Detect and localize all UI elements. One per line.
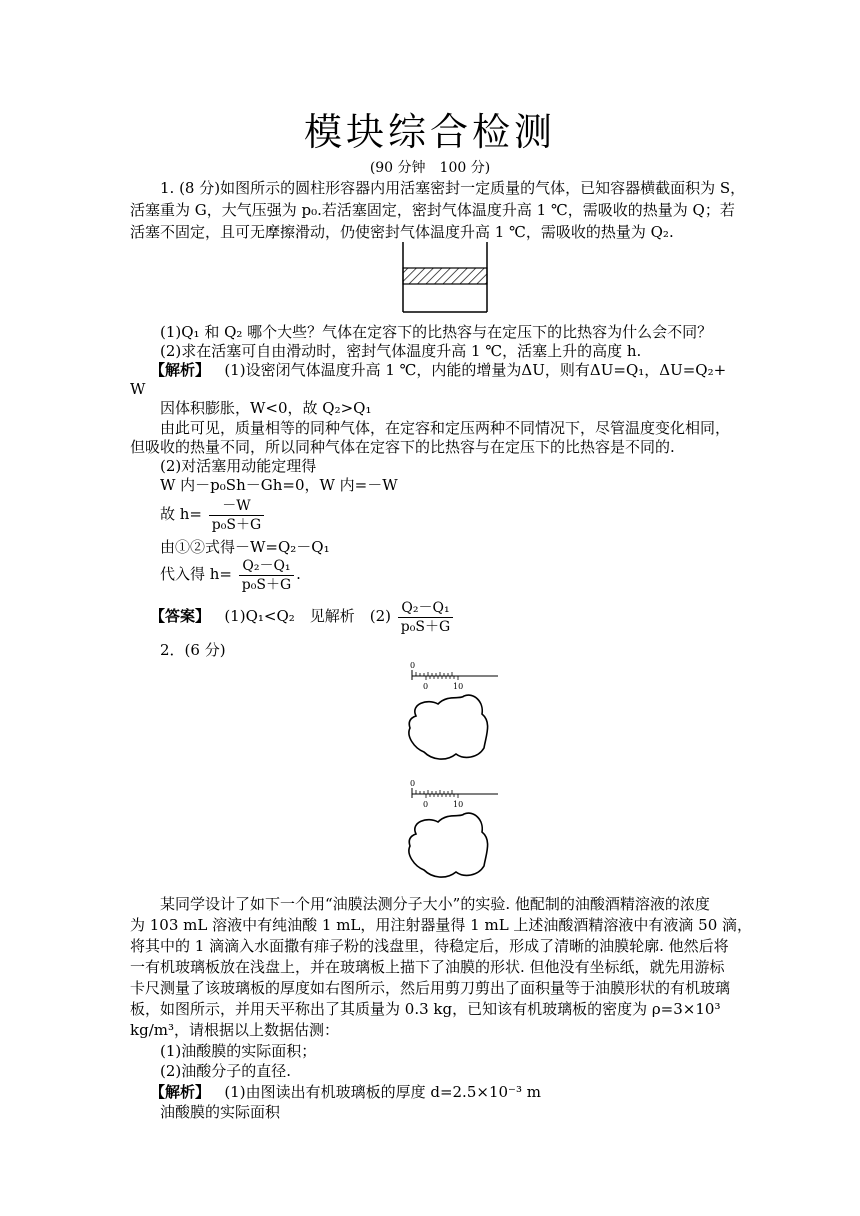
q1-analysis-7-prefix: 故 h= <box>160 505 202 523</box>
q1-para-1: 1. (8 分)如图所示的圆柱形容器内用活塞密封一定质量的气体，已知容器横截面积为 S， <box>160 179 746 197</box>
ruler-ten-label-1: 10 <box>453 682 464 691</box>
q1-fraction-h-den: p₀S＋G <box>211 516 262 533</box>
q2-para-2: 为 103 mL 溶液中有纯油酸 1 mL，用注射器量得 1 mL 上述油酸酒精溶液中有液滴 50 滴， <box>130 916 753 934</box>
q1-question-1: (1)Q₁ 和 Q₂ 哪个大些？气体在定容下的比热容与在定压下的比热容为什么会不同？ <box>160 323 713 341</box>
q1-answer-tag: 【答案】 <box>150 607 211 625</box>
ruler-top-zero-label-1: 0 <box>410 661 416 670</box>
q2-heading: 2．(6 分) <box>160 641 226 659</box>
ruler-zero-label-1: 0 <box>423 682 429 691</box>
q1-analysis-3: 由此可见，质量相等的同种气体，在定容和定压两种不同情况下，尽管温度变化相同， <box>160 419 731 437</box>
q2-analysis-tag: 【解析】 <box>150 1083 211 1101</box>
q1-answer-fraction <box>398 599 453 636</box>
q2-para-7: kg/m³，请根据以上数据估测： <box>130 1021 339 1039</box>
q1-analysis-6: W 内－p₀Sh－Gh=0，W 内=－W <box>160 476 398 494</box>
ruler-zero-label-2: 0 <box>423 800 429 809</box>
q2-para-6: 板，如图所示，并用天平称出了其质量为 0.3 kg，已知该有机玻璃板的密度为 ρ=3×10³ <box>130 1000 721 1018</box>
q2-analysis-2: 油酸膜的实际面积 <box>160 1103 281 1121</box>
q1-analysis-8: 由①②式得－W=Q₂－Q₁ <box>160 538 330 556</box>
vernier-oil-film-figure-2 <box>398 774 502 894</box>
q2-question-2: (2)油酸分子的直径. <box>160 1062 292 1080</box>
q1-analysis-4: 但吸收的热量不同，所以同种气体在定容下的比热容与在定压下的比热容是不同的. <box>130 438 675 456</box>
q1-answer-fraction-den: p₀S＋G <box>400 618 451 635</box>
q1-para-3: 活塞不固定，且可无摩擦滑动，仍使密封气体温度升高 1 ℃，需吸收的热量为 Q₂. <box>130 223 674 241</box>
q2-para-4: 一有机玻璃板放在浅盘上，并在玻璃板上描下了油膜的形状. 但他没有坐标纸，就先用游标 <box>130 958 725 976</box>
q1-analysis-9-period: . <box>296 565 301 583</box>
oil-film-outline-2 <box>409 813 488 877</box>
q2-para-5: 卡尺测量了该玻璃板的厚度如右图所示，然后用剪刀剪出了面积量等于油膜形状的有机玻璃 <box>130 979 731 997</box>
oil-film-outline-1 <box>409 695 488 759</box>
q2-para-3: 将其中的 1 滴滴入水面撒有痱子粉的浅盘里，待稳定后，形成了清晰的油膜轮廓. 他然后将 <box>130 937 729 955</box>
q1-fraction-h-num: －W <box>209 497 264 516</box>
q2-para-1: 某同学设计了如下一个用“油膜法测分子大小”的实验. 他配制的油酸酒精溶液的浓度 <box>160 895 710 913</box>
q1-question-2: (2)求在活塞可自由滑动时，密封气体温度升高 1 ℃，活塞上升的高度 h. <box>160 342 642 360</box>
ruler-ten-label-2: 10 <box>453 800 464 809</box>
q1-analysis-1: (1)设密闭气体温度升高 1 ℃，内能的增量为ΔU，则有ΔU=Q₁，ΔU=Q₂+ <box>224 361 727 379</box>
q1-fraction-h2-den: p₀S＋G <box>241 576 292 593</box>
q1-analysis-tag: 【解析】 <box>150 361 211 379</box>
page-subtitle: (90 分钟 100 分) <box>369 160 491 176</box>
q1-answer-text: (1)Q₁<Q₂ 见解析 (2) <box>224 607 392 625</box>
q1-analysis-1b: W <box>130 380 146 398</box>
q1-analysis-5: (2)对活塞用动能定理得 <box>160 457 317 475</box>
vernier-oil-film-figure-1 <box>398 656 502 776</box>
page-title: 模块综合检测 <box>303 110 556 154</box>
cylinder-piston-figure <box>395 238 495 318</box>
q1-fraction-h <box>209 497 264 534</box>
q1-fraction-h2-num: Q₂－Q₁ <box>239 557 294 576</box>
q1-analysis-2: 因体积膨胀，W<0，故 Q₂>Q₁ <box>160 399 372 417</box>
q2-question-1: (1)油酸膜的实际面积； <box>160 1042 317 1060</box>
q1-fraction-h2 <box>239 557 294 594</box>
ruler-top-zero-label-2: 0 <box>410 779 416 788</box>
q1-analysis-9-prefix: 代入得 h= <box>160 565 232 583</box>
q2-analysis-1: (1)由图读出有机玻璃板的厚度 d=2.5×10⁻³ m <box>224 1083 541 1101</box>
q1-para-2: 活塞重为 G，大气压强为 p₀.若活塞固定，密封气体温度升高 1 ℃，需吸收的热量为 Q；若 <box>130 201 735 219</box>
q1-answer-fraction-num: Q₂－Q₁ <box>398 599 453 618</box>
